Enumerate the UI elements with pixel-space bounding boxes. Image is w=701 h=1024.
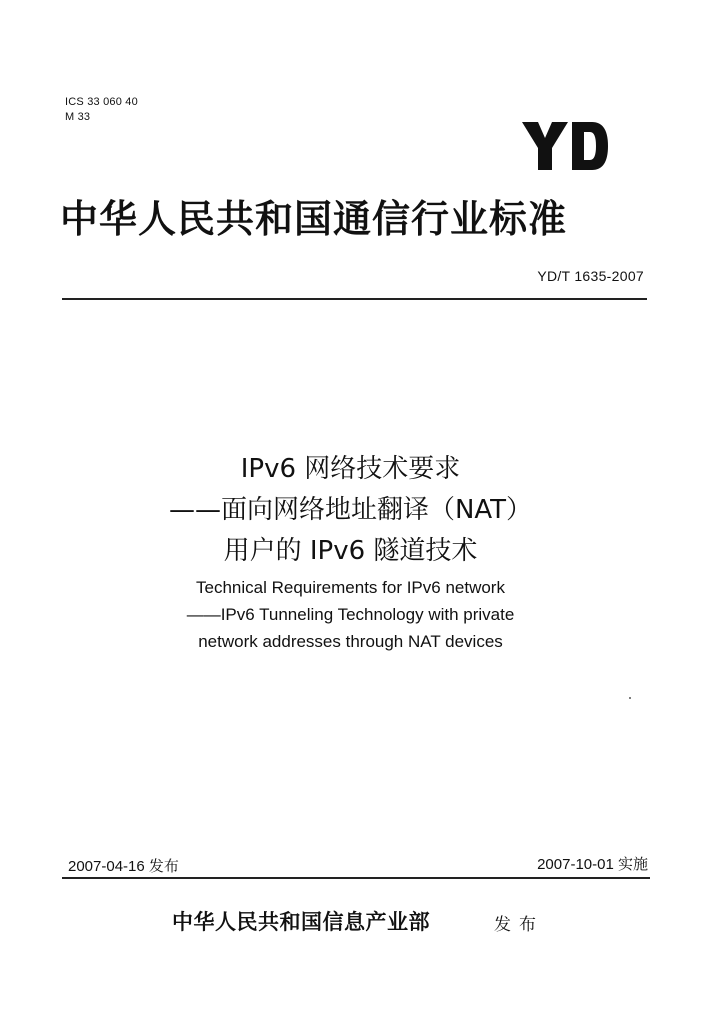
standard-number: YD/T 1635-2007	[537, 268, 644, 284]
standard-category-title: 中华人民共和国通信行业标准	[60, 197, 568, 241]
scan-speck	[629, 697, 631, 699]
implementation-date: 2007-10-01 实施	[537, 856, 648, 873]
english-title-line-3: network addresses through NAT devices	[198, 632, 503, 651]
english-title-line-2: ——IPv6 Tunneling Technology with private	[186, 605, 515, 624]
chinese-title-line-2: ——面向网络地址翻译（NAT）	[168, 495, 533, 525]
chinese-title-line-3: 用户的 IPv6 隧道技术	[223, 536, 478, 566]
chinese-title-line-1: IPv6 网络技术要求	[240, 454, 461, 484]
issue-date: 2007-04-16 发布	[68, 858, 179, 875]
publish-label: 发布	[494, 915, 544, 935]
yd-logo	[520, 118, 610, 174]
classification-codes	[65, 95, 138, 125]
english-title-line-1: Technical Requirements for IPv6 network	[196, 578, 505, 597]
ics-code: ICS 33 060 40	[65, 96, 138, 108]
header-divider	[62, 298, 647, 300]
ccs-code: M 33	[65, 111, 91, 123]
footer-divider	[62, 877, 650, 879]
publisher-name: 中华人民共和国信息产业部	[172, 909, 430, 934]
